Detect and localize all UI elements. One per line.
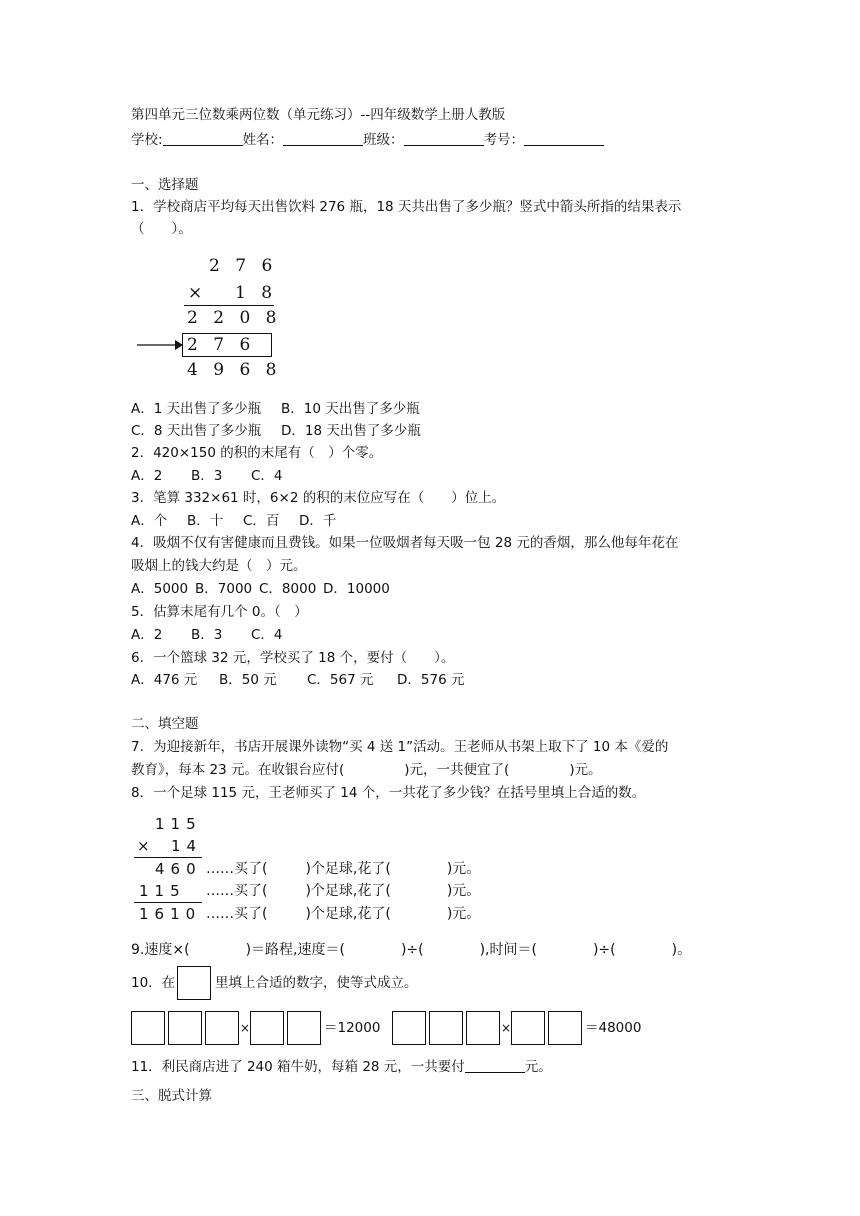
section-3-title: 三、脱式计算 [131, 1088, 212, 1104]
digit-box[interactable] [168, 1011, 202, 1045]
q9-part-a: 9.速度×( [131, 942, 190, 958]
q8-note-3a: ……买了( [206, 906, 268, 922]
q8-calc-line2 [134, 902, 202, 903]
q9-part-d: ),时间＝( [479, 942, 537, 958]
q4-text-line1: 4．吸烟不仅有害健康而且费钱。如果一位吸烟者每天吸一包 28 元的香烟，那么他每年花在 [131, 535, 679, 551]
q7-text-line1: 7．为迎接新年，书店开展课外读物“买 4 送 1”活动。王老师从书架上取下了 10 本《爱的 [131, 739, 669, 755]
q5-option-a[interactable]: A．2 [131, 627, 163, 643]
q3-text: 3．笔算 332×61 时，6×2 的积的末位应写在（ ）位上。 [131, 490, 506, 506]
q8-note-3b: )个足球,花了( [305, 906, 391, 922]
q8-note-1b: )个足球,花了( [305, 861, 391, 877]
q8-calc-result: 1610 [139, 905, 202, 923]
q8-calc-p1: 460 [155, 860, 202, 878]
q8-note-row1 [206, 859, 480, 879]
q6-option-b[interactable]: B．50 元 [219, 672, 277, 688]
q3-option-a[interactable]: A．个 [131, 513, 168, 529]
q3-option-c[interactable]: C．百 [243, 513, 280, 529]
q8-calc-mult: 14 [171, 837, 203, 855]
student-info-line [131, 131, 604, 149]
q3-option-d[interactable]: D．千 [299, 513, 337, 529]
document-title: 第四单元三位数乘两位数（单元练习）--四年级数学上册人教版 [131, 107, 506, 123]
q4-option-b[interactable]: B．7000 [195, 581, 253, 597]
q1-calc-mult: 1 8 [235, 283, 278, 303]
q7-part-a: 教育》，每本 23 元。在收银台应付( [131, 762, 345, 778]
q8-calc-p2: 115 [139, 882, 186, 900]
q1-option-c[interactable]: C．8 天出售了多少瓶 [131, 423, 262, 439]
q8-note-1c: )元。 [446, 861, 481, 877]
school-blank[interactable] [163, 131, 243, 146]
digit-box[interactable] [205, 1011, 239, 1045]
class-blank[interactable] [404, 131, 484, 146]
q10-prefix: 10．在 [131, 975, 176, 991]
q8-note-2c: )元。 [446, 883, 481, 899]
q8-note-2b: )个足球,花了( [305, 883, 391, 899]
q1-calc-times: × [188, 283, 203, 303]
q1-calc-top: 2 7 6 [209, 256, 278, 276]
q9-text [131, 941, 691, 959]
exam-no-blank[interactable] [524, 131, 604, 146]
q8-calc-line1 [134, 857, 202, 858]
q6-text: 6．一个篮球 32 元，学校买了 18 个，要付（ ）。 [131, 650, 455, 666]
q1-options-row1 [131, 400, 420, 418]
q8-note-row3 [206, 904, 480, 924]
class-label: 班级： [363, 132, 404, 148]
q1-text-line1: 1．学校商店平均每天出售饮料 276 瓶，18 天共出售了多少瓶？竖式中箭头所指的结果表示 [131, 199, 682, 215]
q1-option-b[interactable]: B．10 天出售了多少瓶 [281, 401, 420, 417]
q1-options-row2 [131, 422, 421, 440]
q1-calc-p2: 2 7 6 [187, 335, 256, 355]
q6-option-c[interactable]: C．567 元 [307, 672, 374, 688]
q8-calc-times: × [137, 837, 156, 855]
q10-times-1: × [240, 1021, 251, 1035]
digit-box[interactable] [287, 1011, 321, 1045]
q10-suffix: 里填上合适的数字，使等式成立。 [215, 975, 418, 991]
q5-option-c[interactable]: C．4 [251, 627, 283, 643]
q11-part-a: 11．利民商店进了 240 箱牛奶，每箱 28 元，一共要付 [131, 1059, 465, 1075]
q3-options [131, 512, 336, 530]
q5-text: 5．估算末尾有几个 0。（ ） [131, 604, 308, 620]
q4-options [131, 580, 390, 598]
q8-note-2a: ……买了( [206, 883, 268, 899]
q4-option-a[interactable]: A．5000 [131, 581, 189, 597]
q1-text-line2: （ ）。 [131, 221, 192, 237]
q2-text: 2．420×150 的积的末尾有（ ）个零。 [131, 445, 383, 461]
school-label: 学校: [131, 132, 163, 148]
digit-box[interactable] [429, 1011, 463, 1045]
q9-part-b: )＝路程,速度＝( [245, 942, 345, 958]
q8-note-row2 [206, 881, 480, 901]
q1-calc-result: 4 9 6 8 [187, 360, 282, 380]
q10-result-2: ＝48000 [585, 1020, 642, 1036]
q4-text-line2: 吸烟上的钱大约是（ ）元。 [131, 558, 307, 574]
q7-part-c: )元。 [569, 762, 602, 778]
q9-part-f: )。 [671, 942, 692, 958]
digit-box[interactable] [392, 1011, 426, 1045]
digit-box[interactable] [466, 1011, 500, 1045]
q6-option-d[interactable]: D．576 元 [397, 672, 465, 688]
q1-calc-p1: 2 2 0 8 [187, 308, 282, 328]
q9-part-e: )÷( [592, 942, 616, 958]
q7-text-line2 [131, 761, 602, 779]
q8-note-1a: ……买了( [206, 861, 268, 877]
digit-box[interactable] [250, 1011, 284, 1045]
q1-calc-line1 [184, 305, 274, 306]
exam-no-label: 考号： [483, 132, 525, 148]
q2-option-a[interactable]: A．2 [131, 468, 163, 484]
q2-options [131, 467, 283, 485]
q4-option-d[interactable]: D．10000 [323, 581, 390, 597]
q11-blank[interactable] [465, 1058, 525, 1073]
q8-note-3c: )元。 [446, 906, 481, 922]
q10-times-2: × [501, 1021, 512, 1035]
q11-text [131, 1058, 552, 1076]
arrow-right-icon [137, 337, 183, 353]
q6-options [131, 671, 464, 689]
digit-box[interactable] [131, 1011, 165, 1045]
section-2-title: 二、填空题 [131, 716, 199, 732]
q5-option-b[interactable]: B．3 [191, 627, 223, 643]
q2-option-b[interactable]: B．3 [191, 468, 223, 484]
q4-option-c[interactable]: C．8000 [259, 581, 317, 597]
digit-box[interactable] [511, 1011, 545, 1045]
q1-option-a[interactable]: A．1 天出售了多少瓶 [131, 401, 262, 417]
name-blank[interactable] [283, 131, 363, 146]
q7-part-b: )元，一共便宜了( [404, 762, 510, 778]
q9-part-c: )÷( [400, 942, 424, 958]
q2-option-c[interactable]: C．4 [251, 468, 283, 484]
section-1-title: 一、选择题 [131, 177, 199, 193]
q3-option-b[interactable]: B．十 [187, 513, 224, 529]
q11-part-b: 元。 [524, 1059, 552, 1075]
q10-sample-box [177, 966, 211, 1000]
q5-options [131, 626, 283, 644]
q8-calc-top: 115 [155, 815, 202, 833]
digit-box[interactable] [548, 1011, 582, 1045]
q6-option-a[interactable]: A．476 元 [131, 672, 198, 688]
q8-text: 8．一个足球 115 元，王老师买了 14 个，一共花了多少钱？在括号里填上合适的数。 [131, 785, 646, 801]
q1-option-d[interactable]: D．18 天出售了多少瓶 [281, 423, 421, 439]
q10-result-1: ＝12000 [324, 1020, 381, 1036]
name-label: 姓名： [242, 132, 284, 148]
